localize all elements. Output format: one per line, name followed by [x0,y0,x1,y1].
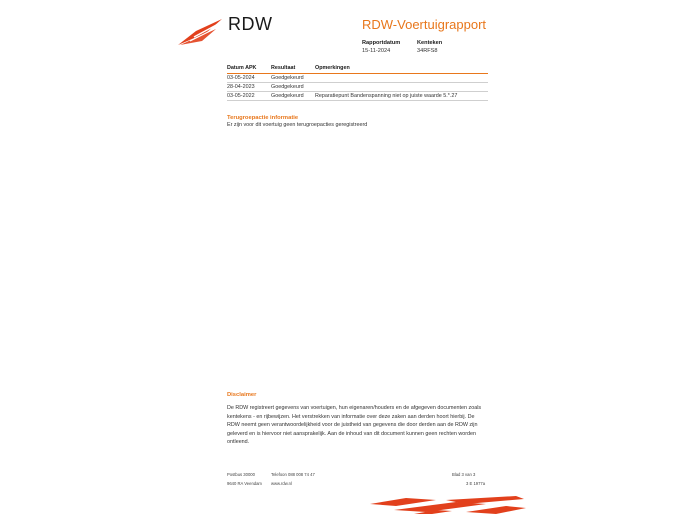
table-row [227,83,488,92]
cell-remarks: Reparatiepunt Bandenspanning niet op juiste waarde 5.*.27 [315,92,488,101]
table-row [227,74,488,83]
footer-doc-code: 3 E 1977a [466,481,486,486]
report-date-label: Rapportdatum [362,40,401,46]
cell-result: Goedgekeurd [271,83,315,92]
license-plate-label: Kenteken [417,40,443,46]
cell-date: 03-05-2022 [227,92,271,101]
cell-result: Goedgekeurd [271,92,315,101]
footer-postbus: Postbus 30000 [227,472,255,477]
license-plate [417,40,442,54]
footer-phone: Telefoon 088 008 74 47 [271,472,315,477]
disclaimer-text: De RDW registreert gegevens van voertuigen, hun eigenaren/houders en de afgegeven documenten zoals kentekens - en rijbewijzen. Het verstrekken van informatie over deze zaken aan derden hoort hierbij. De RDW neemt geen verantwoordelijkheid voor de juistheid van gegevens die door derden aan de RDW zijn geleverd en is hiervoor niet aansprakelijk. Aan de inhoud van dit document kunnen geen rechten worden ontleend. [227,405,482,446]
cell-date: 03-05-2024 [227,74,271,83]
license-plate-value: 34RFS8 [417,48,438,54]
apk-history-table [227,65,488,101]
disclaimer-title: Disclaimer [227,392,257,398]
cell-date: 28-04-2023 [227,83,271,92]
cell-result: Goedgekeurd [271,74,315,83]
footer-website: www.rdw.nl [271,481,292,486]
column-header-date: Datum APK [227,65,271,74]
table-header-row [227,65,488,74]
recall-section-title: Terugroepactie informatie [227,115,299,121]
footer-city: 9640 RA Veendam [227,481,262,486]
recall-section-text: Er zijn voor dit voertuig geen terugroepacties geregistreerd [227,122,368,128]
cell-remarks [315,74,488,83]
decorative-stripes-icon [366,496,526,514]
report-date-value: 15-11-2024 [362,48,391,54]
table-row [227,92,488,101]
report-date [362,40,400,54]
cell-remarks [315,83,488,92]
column-header-remarks: Opmerkingen [315,65,488,74]
rdw-logo-icon [176,17,224,47]
document-title: RDW-Voertuigrapport [362,17,487,32]
brand-name: RDW [228,14,273,34]
column-header-result: Resultaat [271,65,315,74]
footer-page-number: Blad 3 van 3 [452,472,476,477]
